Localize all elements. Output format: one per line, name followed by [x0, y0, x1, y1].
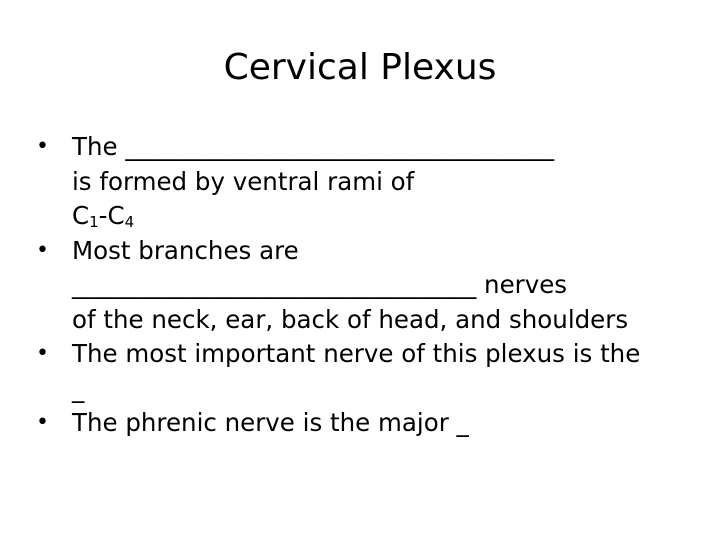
bullet-text-line: is formed by ventral rami of	[72, 166, 415, 196]
c-letter: C	[72, 201, 90, 230]
bullet-text-line: The ___________________________________	[72, 132, 555, 161]
slide-title: Cervical Plexus	[223, 47, 497, 88]
bullet-item	[36, 130, 696, 234]
subscript: 4	[124, 213, 135, 231]
bullet-icon: •	[36, 134, 49, 159]
bullet-item	[36, 337, 696, 406]
bullet-text-line: Most branches are	[72, 235, 299, 265]
bullet-icon: •	[36, 341, 49, 366]
bullet-item	[36, 406, 696, 441]
c-letter: C	[107, 201, 125, 230]
bullet-list	[36, 130, 696, 441]
bullet-text-line: The phrenic nerve is the major _	[72, 408, 469, 437]
bullet-text-line: _________________________________ nerves	[72, 270, 568, 299]
bullet-text-line: The most important nerve of this plexus is the	[72, 339, 641, 368]
dash: -	[98, 201, 108, 230]
bullet-text-line: of the neck, ear, back of head, and shoulders	[72, 304, 629, 334]
bullet-text-line: _	[72, 373, 85, 403]
bullet-icon: •	[36, 410, 49, 435]
bullet-item	[36, 234, 696, 338]
bullet-text-line-range	[72, 199, 696, 234]
bullet-icon: •	[36, 237, 49, 263]
subscript: 1	[89, 213, 99, 231]
